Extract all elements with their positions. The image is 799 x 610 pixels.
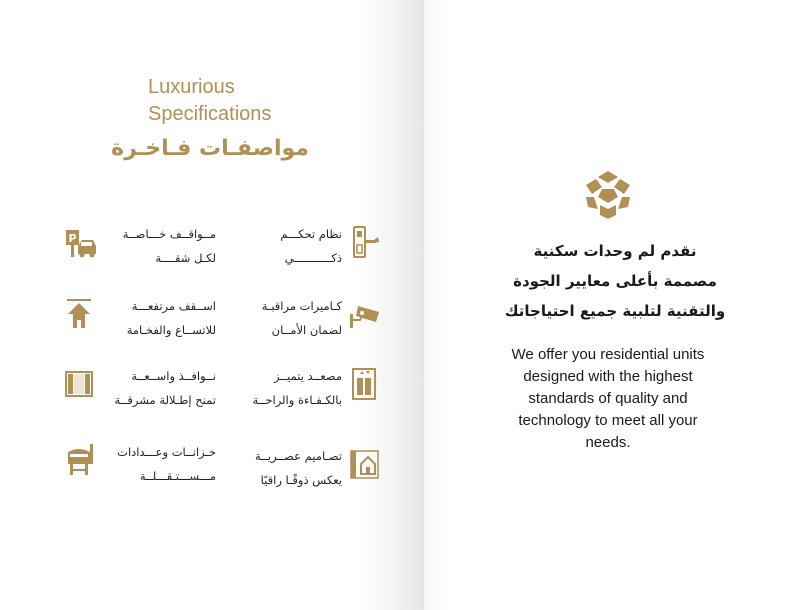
- feature-line1: نظام تحكـــم: [280, 227, 342, 241]
- title-english: [148, 74, 298, 128]
- svg-text:P: P: [68, 232, 77, 245]
- feature-line1: مــواقــف خـــاصــة: [122, 227, 216, 241]
- feature-line2: يعكس ذوقًـا راقيًا: [260, 473, 342, 487]
- feature-text: [262, 294, 342, 342]
- title-en-line2: Specifications: [148, 103, 272, 125]
- window-icon: [64, 366, 98, 402]
- description-arabic: [480, 236, 750, 326]
- hexagon-logo-icon: [580, 167, 636, 223]
- feature-modern-design: [240, 444, 382, 494]
- feature-text: [127, 294, 216, 342]
- modern-design-icon: [348, 446, 382, 482]
- feature-text: [115, 364, 216, 412]
- feature-line2: للاتســاع والفخـامة: [126, 323, 216, 337]
- desc-en-line3: standards of quality and: [528, 390, 688, 407]
- feature-window: [64, 364, 216, 414]
- feature-line1: مصعــد يتميــز: [274, 369, 342, 383]
- smart-lock-icon: [348, 224, 382, 260]
- feature-text: [123, 222, 216, 270]
- feature-line2: تمنح إطـلالة مشرقــة: [114, 393, 216, 407]
- desc-ar-line1: نقدم لم وحدات سكنية: [533, 242, 697, 260]
- feature-text: [280, 222, 342, 270]
- feature-line2: ذكـــــــــــي: [284, 251, 342, 265]
- desc-en-line2: designed with the highest: [523, 368, 693, 385]
- feature-elevator: [250, 364, 382, 414]
- feature-line1: تصـاميم عصــريــة: [254, 449, 342, 463]
- water-tank-icon: [64, 442, 98, 478]
- desc-en-line1: We offer you residential units: [511, 346, 705, 363]
- feature-smart-lock: [250, 222, 382, 272]
- feature-line2: مـــســـتـقـــلــة: [139, 469, 216, 483]
- feature-text: [117, 440, 216, 488]
- feature-high-ceiling: [64, 294, 216, 344]
- feature-security-camera: [250, 294, 382, 344]
- title-en-line1: Luxurious: [148, 76, 235, 98]
- feature-line1: اســقف مرتفعـــة: [131, 299, 216, 313]
- feature-line1: كـاميرات مراقبـة: [261, 299, 342, 313]
- description-english: [486, 344, 730, 454]
- feature-water-tank: [64, 440, 216, 490]
- feature-line2: لكـل شقــــة: [155, 251, 216, 265]
- title-arabic: مواصفـات فـاخـرة: [111, 136, 309, 161]
- feature-line2: بالكـفـاءة والراحــة: [252, 393, 342, 407]
- elevator-icon: [348, 366, 382, 402]
- desc-ar-line3: والتقنية لتلبية جميع احتياجاتك: [504, 302, 726, 320]
- parking-icon: [64, 224, 98, 260]
- high-ceiling-icon: [64, 296, 98, 332]
- feature-line1: نــوافــذ واســعــة: [131, 369, 216, 383]
- desc-en-line4: technology to meet all your: [518, 412, 698, 429]
- feature-text: [252, 364, 342, 412]
- security-camera-icon: [348, 296, 382, 332]
- desc-en-line5: needs.: [585, 434, 631, 451]
- feature-line2: لضمان الأمــان: [271, 323, 342, 337]
- feature-text: [255, 444, 342, 492]
- desc-ar-line2: مصممة بأعلى معايير الجودة: [513, 272, 717, 290]
- feature-parking: [64, 222, 216, 272]
- feature-line1: خـزانــات وعـــدادات: [117, 445, 216, 459]
